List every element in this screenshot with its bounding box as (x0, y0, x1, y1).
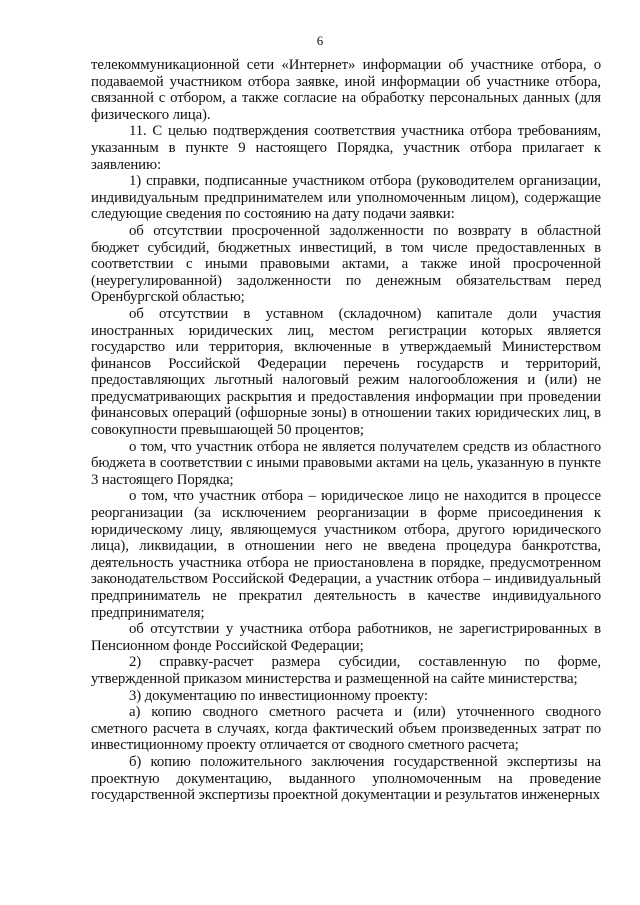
page-number: 6 (316, 33, 324, 48)
paragraph-10: 3) документацию по инвестиционному проекту: (129, 687, 428, 704)
paragraph-4: об отсутствии просроченной задолженности по возврату в областной бюджет субсидий, бюджетных инвестиций, в том числе предоставленных в соответствии с иными правовыми актами, а также иной просроченной (неурегулированной) задолженности по денежным обязательствам перед Оренбургской областью; (91, 222, 601, 306)
paragraph-8: об отсутствии у участника отбора работников, не зарегистрированных в Пенсионном фонде Российской Федерации; (91, 621, 601, 654)
paragraph-11: а) копию сводного сметного расчета и (или) уточненного сводного сметного расчета в случаях, когда фактический объем произведенных затрат по инвестиционному проекту отличается от сводного сметного расчета; (91, 704, 601, 754)
body-text (91, 57, 601, 804)
paragraph-9: 2) справку-расчет размера субсидии, составленную по форме, утвержденной приказом министерства и размещенной на сайте министерства; (91, 654, 601, 687)
paragraph-2: 11. С целью подтверждения соответствия участника отбора требованиям, указанным в пункте 9 настоящего Порядка, участник отбора прилагает к заявлению: (91, 123, 601, 173)
paragraph-12: б) копию положительного заключения государственной экспертизы на проектную документацию, выданного уполномоченным на проведение государственной экспертизы проектной документации и результатов инженерных (91, 753, 601, 804)
paragraph-6: о том, что участник отбора не является получателем средств из областного бюджета в соответствии с иными правовыми актами на цель, указанную в пункте 3 настоящего Порядка; (91, 438, 601, 488)
paragraph-1: телекоммуникационной сети «Интернет» информации об участнике отбора, о подаваемой участником отбора заявке, иной информации об участнике отбора, связанной с отбором, а также согласие на обработку персональных данных (для физического лица). (91, 57, 601, 123)
paragraph-5: об отсутствии в уставном (складочном) капитале доли участия иностранных юридических лиц, местом регистрации которых является государство или территория, включенные в утверждаемый Министерством финансов Российской Федерации перечень государств и территорий, предоставляющих льготный налоговый режим налогообложения и (или) не предусматривающих раскрытия и предоставления информации при проведении финансовых операций (офшорные зоны) в отношении таких юридических лиц, в совокупности превышающей 50 процентов; (91, 305, 601, 439)
paragraph-3: 1) справки, подписанные участником отбора (руководителем организации, индивидуальным предпринимателем или уполномоченным лицом), содержащие следующие сведения по состоянию на дату подачи заявки: (91, 173, 601, 223)
paragraph-7: о том, что участник отбора – юридическое лицо не находится в процессе реорганизации (за исключением реорганизации в форме присоединения к юридическому лицу, являющемуся участником отбора, другого юридического лица), ликвидации, в отношении него не введена процедура банкротства, деятельность участника отбора не приостановлена в порядке, предусмотренном законодательством Российской Федерации, а участник отбора – индивидуальный предприниматель не прекратил деятельность в качестве индивидуального предпринимателя; (91, 488, 601, 621)
